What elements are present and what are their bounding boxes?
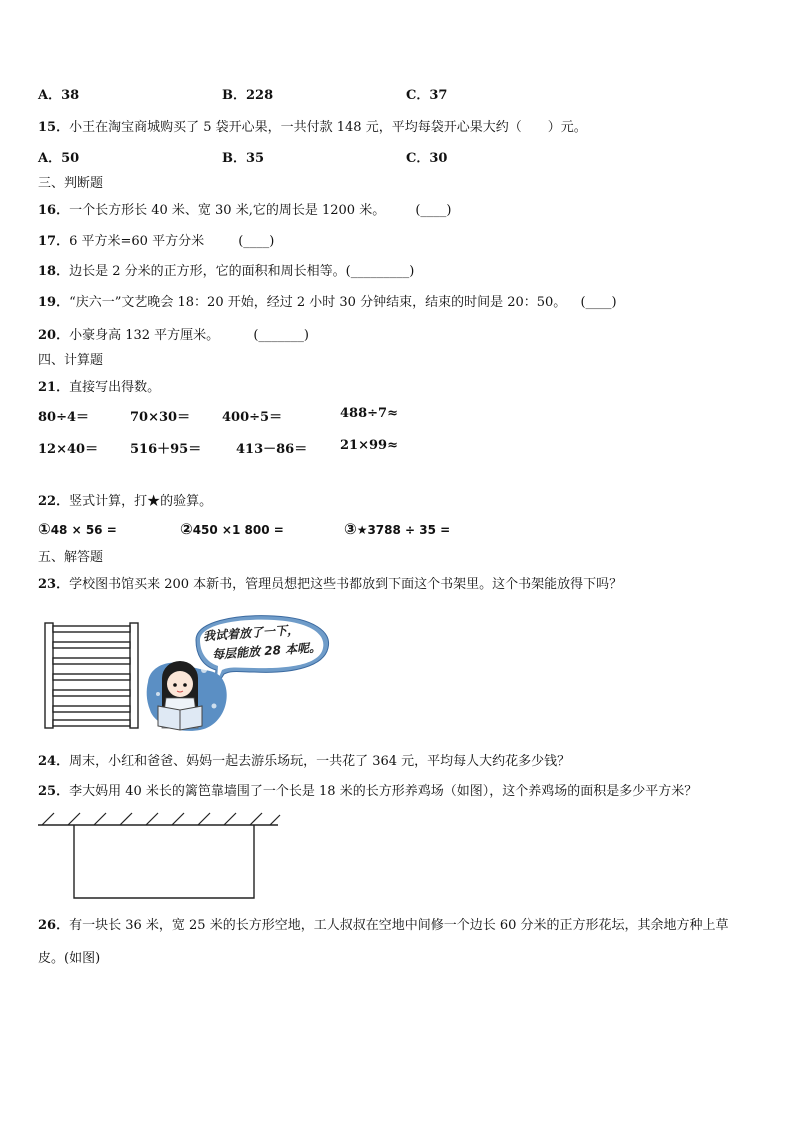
vertical-calc-2 xyxy=(180,520,284,538)
q15-option-c: C．30 xyxy=(406,151,448,166)
question-number: 24． xyxy=(38,754,70,769)
question-number: 21． xyxy=(38,380,70,395)
calc-item: 70×30＝ xyxy=(130,410,191,425)
question-text: 李大妈用 40 米长的篱笆靠墙围了一个长是 18 米的长方形养鸡场（如图），这个养鸡场的面积是多少平方米？ xyxy=(69,784,698,799)
question-text: 有一块长 36 米，宽 25 米的长方形空地，工人叔叔在空地中间修一个边长 60 分米的正方形花坛，其余地方种上草 xyxy=(69,918,729,933)
speech-bubble-line-1: 我试着放了一下， xyxy=(202,622,300,644)
answer-blank[interactable]: (_______) xyxy=(253,328,309,343)
question-number: 25． xyxy=(38,784,70,799)
calc-item: 12×40＝ xyxy=(38,442,99,457)
question-19 xyxy=(38,291,617,310)
question-17 xyxy=(38,230,274,249)
question-20 xyxy=(38,324,309,343)
question-text: 小豪身高 132 平方厘米。 xyxy=(69,328,220,343)
calc-item: 400÷5＝ xyxy=(222,410,283,425)
calc-item: 80÷4＝ xyxy=(38,410,90,425)
circled-number: ② xyxy=(180,520,193,538)
q15-option-a: A．50 xyxy=(38,151,80,166)
question-22 xyxy=(38,490,212,509)
answer-blank[interactable]: (_________) xyxy=(345,264,415,279)
calc-item: 516＋95＝ xyxy=(130,442,202,457)
question-26-continued xyxy=(38,947,100,966)
question-number: 20． xyxy=(38,328,70,343)
expression: 450 ×1 800 = xyxy=(192,523,284,537)
calc-item: 21×99≈ xyxy=(340,438,398,453)
question-number: 18． xyxy=(38,264,70,279)
question-number: 22． xyxy=(38,494,70,509)
question-number: 23． xyxy=(38,577,70,592)
question-text: 6 平方米=60 平方分米 xyxy=(69,234,205,249)
question-number: 17． xyxy=(38,234,70,249)
question-18 xyxy=(38,260,414,279)
section-heading-calculation: 四、计算题 xyxy=(38,353,104,368)
chicken-coop-figure xyxy=(38,810,283,902)
question-24 xyxy=(38,750,570,769)
circled-number: ① xyxy=(38,520,51,538)
question-text: 边长是 2 分米的正方形，它的面积和周长相等。 xyxy=(69,264,346,279)
answer-blank[interactable]: (____) xyxy=(415,203,452,218)
calc-item: 488÷7≈ xyxy=(340,406,398,421)
question-text: 周末，小红和爸爸、妈妈一起去游乐场玩，一共花了 364 元，平均每人大约花多少钱？ xyxy=(69,754,571,769)
question-number: 16． xyxy=(38,203,70,218)
question-text: 小王在淘宝商城购买了 5 袋开心果，一共付款 148 元，平均每袋开心果大约（ ）元。 xyxy=(69,120,587,135)
question-text: 学校图书馆买来 200 本新书，管理员想把这些书都放到下面这个书架里。这个书架能放得下吗？ xyxy=(69,577,623,592)
answer-blank[interactable]: (____) xyxy=(580,295,617,310)
q15-option-b: B．35 xyxy=(222,151,265,166)
question-text: 一个长方形长 40 米、宽 30 米,它的周长是 1200 米。 xyxy=(69,203,386,218)
expression: 48 × 56 = xyxy=(50,523,117,537)
question-text: 直接写出得数。 xyxy=(69,380,161,395)
question-26 xyxy=(38,914,729,933)
section-heading-word-problems: 五、解答题 xyxy=(38,550,104,565)
question-15 xyxy=(38,116,587,135)
expression: ★3788 ÷ 35 = xyxy=(356,523,451,537)
speech-bubble-line-2: 每层能放 28 本呢。 xyxy=(211,640,322,662)
question-23 xyxy=(38,573,622,592)
question-number: 19． xyxy=(38,295,70,310)
question-text: “庆六一”文艺晚会 18：20 开始，经过 2 小时 30 分钟结束，结束的时间是 20：50。 xyxy=(69,295,567,310)
question-25 xyxy=(38,780,697,799)
answer-blank[interactable]: (____) xyxy=(238,234,275,249)
q14-option-a: A．38 xyxy=(38,88,80,103)
question-21 xyxy=(38,376,160,395)
question-16 xyxy=(38,199,452,218)
question-text: 皮。(如图) xyxy=(38,951,101,966)
question-number: 26． xyxy=(38,918,70,933)
vertical-calc-3 xyxy=(344,520,450,538)
circled-number: ③ xyxy=(344,520,357,538)
question-number: 15． xyxy=(38,120,70,135)
bookshelf-figure xyxy=(44,622,140,730)
question-text: 竖式计算，打★的验算。 xyxy=(69,494,213,509)
q14-option-c: C．37 xyxy=(406,88,448,103)
section-heading-judgment: 三、判断题 xyxy=(38,176,104,191)
vertical-calc-1 xyxy=(38,520,117,538)
q14-option-b: B．228 xyxy=(222,88,274,103)
calc-item: 413－86＝ xyxy=(236,442,308,457)
